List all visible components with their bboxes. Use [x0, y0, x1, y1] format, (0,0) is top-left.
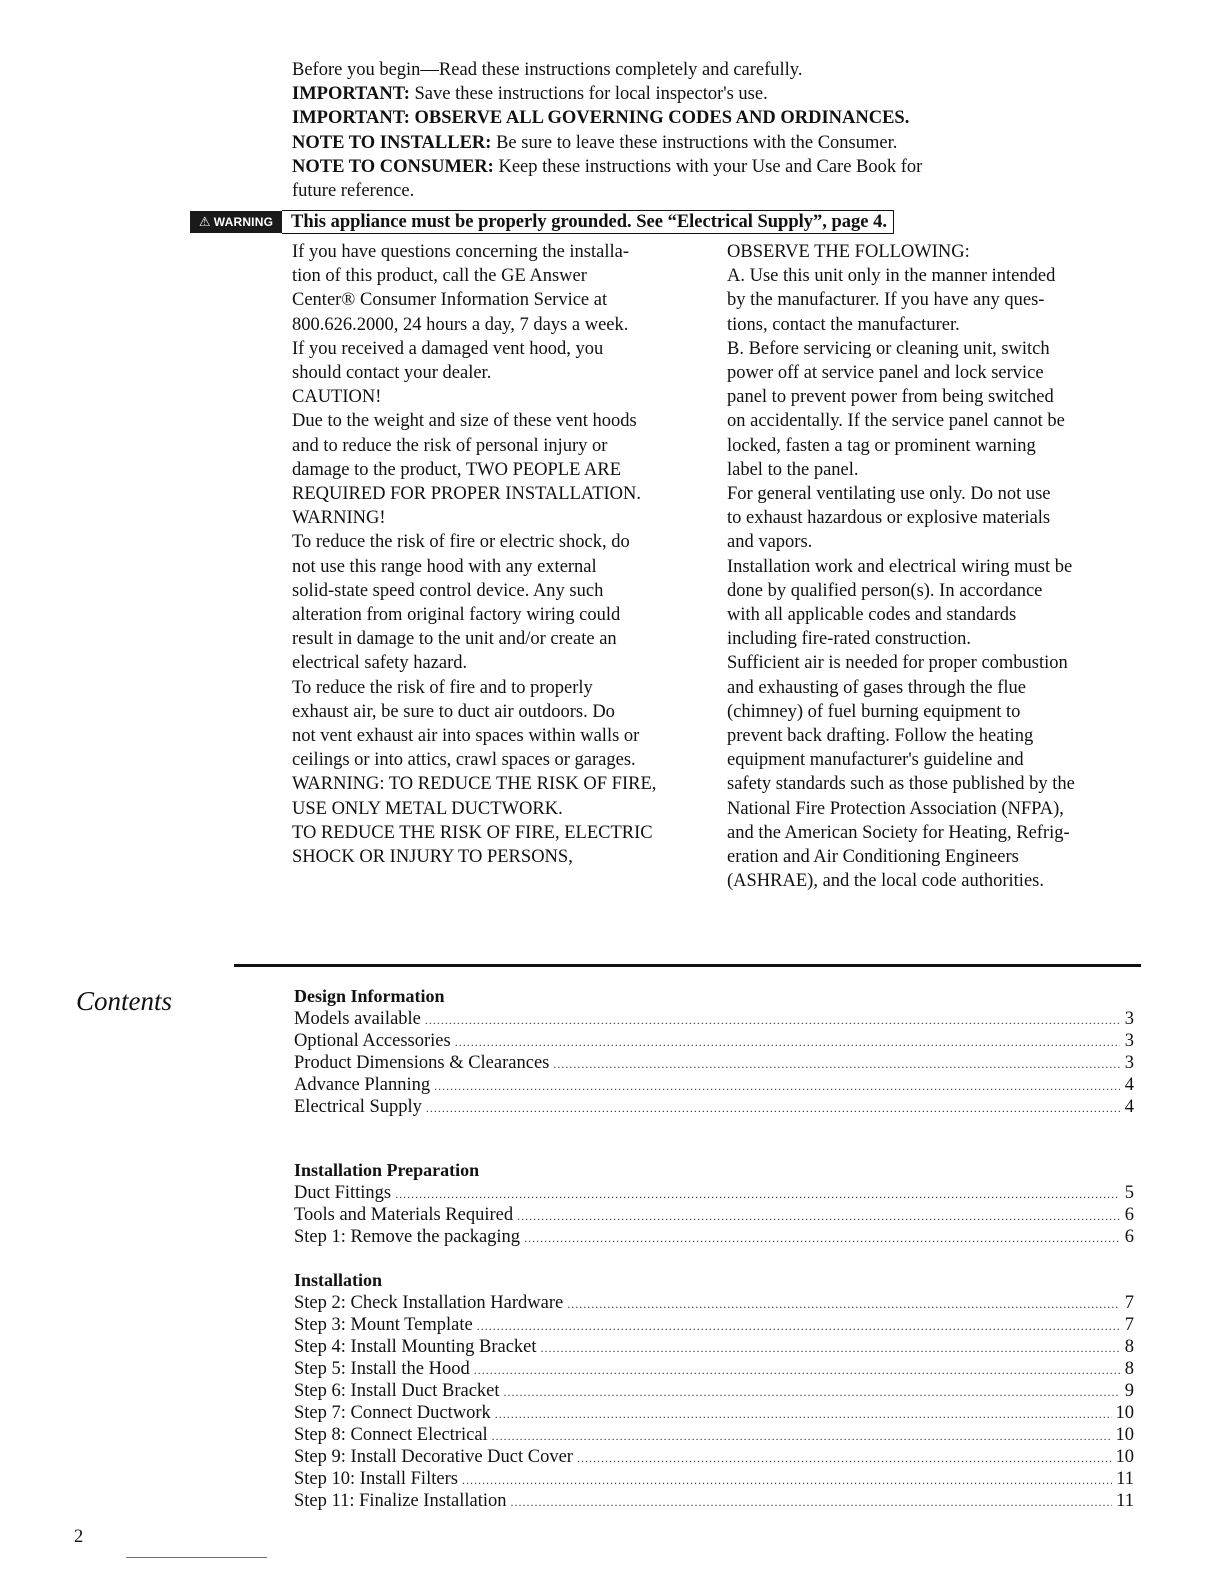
- consumer-note-line-2: future reference.: [292, 181, 415, 202]
- toc-entry-page: 6: [1124, 1205, 1134, 1225]
- toc-dot-leader: [504, 1381, 1120, 1403]
- body-text-line: tions, contact the manufacturer.: [727, 314, 960, 335]
- body-text-line: on accidentally. If the service panel cannot be: [727, 411, 1065, 432]
- toc-entry-label: Step 6: Install Duct Bracket: [294, 1381, 500, 1401]
- body-text-line: result in damage to the unit and/or create an: [292, 629, 617, 650]
- body-text-line: If you received a damaged vent hood, you: [292, 338, 604, 359]
- link-underline: [126, 1557, 267, 1558]
- body-text-line: electrical safety hazard.: [292, 653, 468, 674]
- toc-entry-page: 10: [1115, 1403, 1134, 1423]
- toc-entry-label: Optional Accessories: [294, 1031, 451, 1051]
- body-text-line: and to reduce the risk of personal injury or: [292, 435, 608, 456]
- body-text-line: damage to the product, TWO PEOPLE ARE: [292, 459, 622, 480]
- section-divider: [234, 964, 1141, 967]
- body-text-line: A. Use this unit only in the manner intended: [727, 266, 1056, 287]
- body-text-line: done by qualified person(s). In accordance: [727, 580, 1043, 601]
- body-text-line: including fire-rated construction.: [727, 629, 972, 650]
- body-text-line: not vent exhaust air into spaces within walls or: [292, 726, 640, 747]
- body-text-line: should contact your dealer.: [292, 363, 492, 384]
- toc-entry-page: 3: [1124, 1053, 1134, 1073]
- body-text-line: (chimney) of fuel burning equipment to: [727, 701, 1021, 722]
- toc-entry-page: 5: [1124, 1183, 1134, 1203]
- installer-note-line: [292, 131, 1052, 155]
- toc-entry-label: Step 2: Check Installation Hardware: [294, 1293, 564, 1313]
- body-text-line: solid-state speed control device. Any such: [292, 580, 604, 601]
- toc-entry-page: 4: [1124, 1097, 1134, 1117]
- toc-entry[interactable]: [294, 1292, 1134, 1314]
- body-text-line: To reduce the risk of fire and to properly: [292, 677, 593, 698]
- body-text-line: TO REDUCE THE RISK OF FIRE, ELECTRIC: [292, 822, 653, 843]
- toc-entry-page: 11: [1116, 1469, 1134, 1489]
- toc-entry[interactable]: [294, 1468, 1134, 1490]
- toc-entry-page: 8: [1124, 1337, 1134, 1357]
- toc-entry-label: Electrical Supply: [294, 1097, 422, 1117]
- toc-entry[interactable]: [294, 1424, 1134, 1446]
- body-text-line: alteration from original factory wiring could: [292, 605, 621, 626]
- toc-entry-page: 9: [1124, 1381, 1134, 1401]
- body-text-line: panel to prevent power from being switched: [727, 387, 1054, 408]
- toc-entry-label: Product Dimensions & Clearances: [294, 1053, 550, 1073]
- toc-dot-leader: [492, 1425, 1112, 1447]
- toc-entry[interactable]: [294, 1030, 1134, 1052]
- toc-dot-leader: [426, 1097, 1120, 1119]
- toc-entry[interactable]: [294, 1380, 1134, 1402]
- left-column: [292, 240, 712, 869]
- body-text-line: by the manufacturer. If you have any ques-: [727, 290, 1045, 311]
- page-number: 2: [74, 1527, 84, 1547]
- toc-dot-leader: [474, 1359, 1120, 1381]
- toc-entry-label: Advance Planning: [294, 1075, 431, 1095]
- toc-dot-leader: [553, 1053, 1120, 1075]
- body-text-line: eration and Air Conditioning Engineers: [727, 847, 1019, 868]
- toc-dot-leader: [541, 1337, 1120, 1359]
- body-text-line: equipment manufacturer's guideline and: [727, 750, 1024, 771]
- body-text-line: OBSERVE THE FOLLOWING:: [727, 242, 970, 262]
- toc-entry[interactable]: [294, 1226, 1134, 1248]
- body-text-line: REQUIRED FOR PROPER INSTALLATION.: [292, 484, 642, 505]
- toc-dot-leader: [477, 1315, 1120, 1337]
- toc-entry-page: 8: [1124, 1359, 1134, 1379]
- toc-dot-leader: [462, 1469, 1112, 1491]
- body-text-line: power off at service panel and lock service: [727, 363, 1044, 384]
- important-codes-line: [292, 106, 1052, 130]
- toc-entry[interactable]: [294, 1204, 1134, 1226]
- body-text-line: To reduce the risk of fire or electric shock, do: [292, 532, 630, 553]
- body-text-line: and the American Society for Heating, Refrig-: [727, 822, 1070, 843]
- installer-text: Be sure to leave these instructions with the Consumer.: [491, 132, 898, 153]
- toc-entry[interactable]: [294, 1008, 1134, 1030]
- toc-entry-page: 10: [1115, 1447, 1134, 1467]
- toc-dot-leader: [567, 1293, 1120, 1315]
- body-text-line: locked, fasten a tag or prominent warning: [727, 435, 1036, 456]
- body-text-line: tion of this product, call the GE Answer: [292, 266, 587, 287]
- body-text-line: label to the panel.: [727, 459, 859, 480]
- body-text-line: prevent back drafting. Follow the heating: [727, 726, 1034, 747]
- body-text-line: to exhaust hazardous or explosive materials: [727, 508, 1051, 529]
- right-column: [727, 240, 1147, 893]
- toc-dot-leader: [455, 1031, 1120, 1053]
- body-text-line: National Fire Protection Association (NFPA),: [727, 798, 1064, 819]
- toc-dot-leader: [395, 1183, 1120, 1205]
- warning-badge: [190, 211, 282, 233]
- toc-entry-label: Step 3: Mount Template: [294, 1315, 473, 1335]
- body-text-line: B. Before servicing or cleaning unit, switch: [727, 338, 1050, 359]
- toc-dot-leader: [434, 1075, 1120, 1097]
- toc-entry[interactable]: [294, 1182, 1134, 1204]
- toc-entry-label: Tools and Materials Required: [294, 1205, 514, 1225]
- body-text-line: and vapors.: [727, 532, 813, 553]
- toc-entry-label: Duct Fittings: [294, 1183, 392, 1203]
- toc-entry-page: 7: [1124, 1315, 1134, 1335]
- toc-dot-leader: [425, 1009, 1120, 1031]
- toc-entry-page: 3: [1124, 1009, 1134, 1029]
- body-text-line: Due to the weight and size of these vent hoods: [292, 411, 637, 432]
- important-label: IMPORTANT:: [292, 84, 410, 105]
- body-text-line: CAUTION!: [292, 387, 382, 408]
- body-text-line: WARNING: TO REDUCE THE RISK OF FIRE,: [292, 774, 657, 795]
- toc-entry-page: 4: [1124, 1075, 1134, 1095]
- body-text-line: If you have questions concerning the installa-: [292, 242, 630, 262]
- toc-section: [294, 1158, 1134, 1248]
- body-text-line: Sufficient air is needed for proper combustion: [727, 653, 1068, 674]
- body-text-line: ceilings or into attics, crawl spaces or garages.: [292, 750, 636, 771]
- toc-entry[interactable]: [294, 1096, 1134, 1118]
- toc-section: [294, 984, 1134, 1118]
- consumer-text: Keep these instructions with your Use and Care Book for: [493, 156, 923, 177]
- toc-entry[interactable]: [294, 1336, 1134, 1358]
- toc-section-heading: Installation Preparation: [294, 1160, 480, 1180]
- toc-entry-label: Step 7: Connect Ductwork: [294, 1403, 491, 1423]
- toc-entry-page: 3: [1124, 1031, 1134, 1051]
- contents-title: Contents: [76, 986, 173, 1016]
- toc-entry[interactable]: [294, 1314, 1134, 1336]
- body-text-line: USE ONLY METAL DUCTWORK.: [292, 798, 563, 819]
- toc-section-heading: Design Information: [294, 986, 445, 1006]
- body-text-line: Installation work and electrical wiring must be: [727, 556, 1073, 577]
- body-text-line: Center® Consumer Information Service at: [292, 290, 608, 311]
- toc-section-heading: Installation: [294, 1270, 383, 1290]
- toc-entry-label: Step 11: Finalize Installation: [294, 1491, 507, 1511]
- warning-text: This appliance must be properly grounded. See “Electrical Supply”, page 4.: [282, 210, 894, 234]
- toc-entry-label: Models available: [294, 1009, 421, 1029]
- body-text-line: For general ventilating use only. Do not use: [727, 484, 1051, 505]
- body-text-line: exhaust air, be sure to duct air outdoors. Do: [292, 701, 615, 722]
- toc-entry-label: Step 1: Remove the packaging: [294, 1227, 521, 1247]
- toc-entry-label: Step 9: Install Decorative Duct Cover: [294, 1447, 573, 1467]
- toc-entry-page: 10: [1115, 1425, 1134, 1445]
- consumer-note-line: [292, 155, 1052, 179]
- toc-entry-label: Step 5: Install the Hood: [294, 1359, 470, 1379]
- toc-dot-leader: [524, 1227, 1120, 1249]
- toc-entry[interactable]: [294, 1446, 1134, 1468]
- warning-triangle-icon: ⚠: [198, 214, 211, 229]
- body-text-line: SHOCK OR INJURY TO PERSONS,: [292, 847, 573, 868]
- grounding-warning: [190, 209, 894, 235]
- body-text-line: (ASHRAE), and the local code authorities.: [727, 871, 1044, 892]
- toc-entry-page: 6: [1124, 1227, 1134, 1247]
- intro-read-line: Before you begin—Read these instructions completely and carefully.: [292, 60, 803, 80]
- toc-entry[interactable]: [294, 1490, 1134, 1512]
- toc-entry-label: Step 10: Install Filters: [294, 1469, 458, 1489]
- important-save-line: [292, 82, 1052, 106]
- toc-entry[interactable]: [294, 1358, 1134, 1380]
- important-codes-text: IMPORTANT: OBSERVE ALL GOVERNING CODES AND ORDINANCES.: [292, 108, 910, 129]
- toc-dot-leader: [577, 1447, 1112, 1469]
- toc-entry-page: 11: [1116, 1491, 1134, 1511]
- body-text-line: WARNING!: [292, 508, 386, 529]
- toc-dot-leader: [517, 1205, 1120, 1227]
- toc-entry-label: Step 4: Install Mounting Bracket: [294, 1337, 537, 1357]
- toc-entry-label: Step 8: Connect Electrical: [294, 1425, 488, 1445]
- body-text-line: safety standards such as those published by the: [727, 774, 1075, 795]
- toc-dot-leader: [511, 1491, 1113, 1513]
- installer-label: NOTE TO INSTALLER:: [292, 132, 492, 153]
- intro-block: [292, 58, 1052, 203]
- warning-badge-label: WARNING: [213, 215, 274, 229]
- toc-section: [294, 1268, 1134, 1512]
- toc-entry[interactable]: [294, 1052, 1134, 1074]
- toc-entry-page: 7: [1124, 1293, 1134, 1313]
- consumer-label: NOTE TO CONSUMER:: [292, 156, 494, 177]
- body-text-line: not use this range hood with any external: [292, 556, 597, 577]
- toc-entry[interactable]: [294, 1402, 1134, 1424]
- body-text-line: 800.626.2000, 24 hours a day, 7 days a week.: [292, 314, 629, 335]
- toc-dot-leader: [495, 1403, 1112, 1425]
- body-text-line: and exhausting of gases through the flue: [727, 677, 1027, 698]
- important-save-text: Save these instructions for local inspector's use.: [409, 84, 768, 105]
- body-text-line: with all applicable codes and standards: [727, 605, 1017, 626]
- toc-entry[interactable]: [294, 1074, 1134, 1096]
